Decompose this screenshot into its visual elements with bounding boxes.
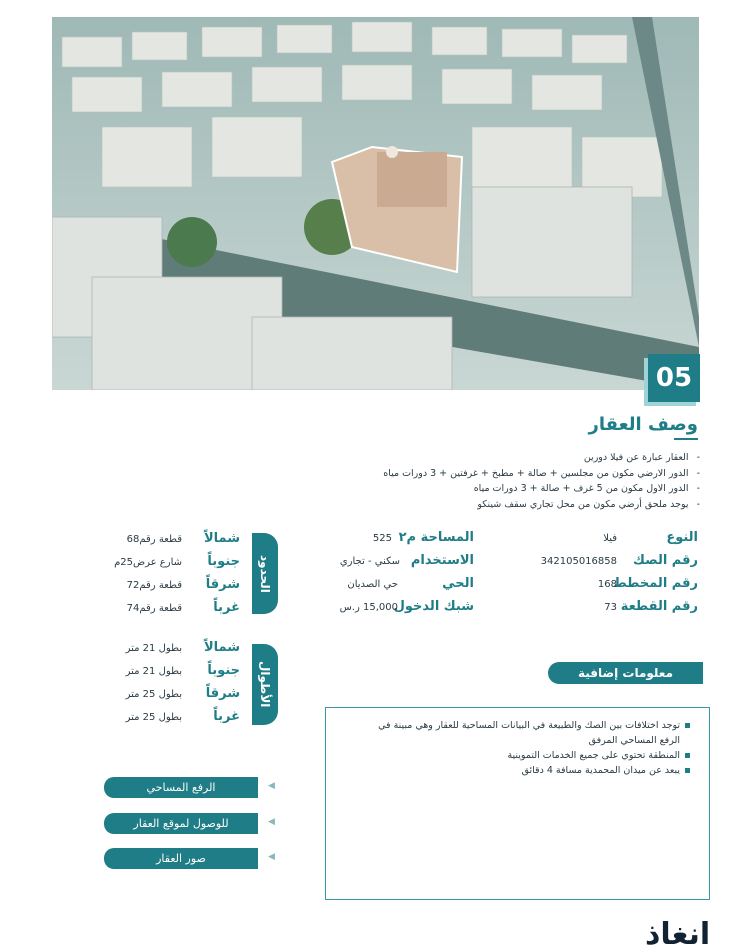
plot-number-value: 73 [604, 602, 617, 613]
type-label: النوع [666, 530, 698, 545]
area-value: 525 [372, 533, 392, 544]
length-east-value: بطول 25 متر [125, 689, 182, 700]
description-line: - العقار عبارة عن فيلا دورين [280, 450, 700, 466]
plot-number-label: رقم القطعة [620, 599, 698, 614]
photos-link-button[interactable]: صور العقار [104, 848, 258, 869]
boundary-north-value: قطعة رقم68 [126, 534, 182, 545]
district-label: الحي [442, 576, 474, 591]
location-link-button[interactable]: للوصول لموقع العقار [104, 813, 258, 834]
additional-info-item: المنطقة تحتوي على جميع الخدمات التموينية [370, 748, 690, 763]
area-label: المساحة م٢ [398, 530, 474, 545]
additional-info-item: توجد اختلافات بين الصك والطبيعة في البيانات المساحية للعقار وهي مبينة في الرفع المساحي المرفق [370, 718, 690, 748]
lengths-tab: الأطوال [252, 644, 278, 725]
length-south-value: بطول 21 متر [125, 666, 182, 677]
title-underline [674, 438, 698, 440]
additional-info-heading: معلومات إضافية [548, 662, 703, 684]
footer-brand-text: انغاذ [645, 917, 711, 952]
section-number-badge: 05 [648, 354, 700, 402]
deed-number-label: رقم الصك [633, 553, 698, 568]
deed-number-value: 342105016858 [540, 556, 617, 567]
description-line: - الدور الاول مكون من 5 غرف + صالة + 3 دورات مياه [280, 481, 700, 497]
boundaries-tab: الحدود [252, 533, 278, 614]
boundary-south-value: شارع عرض25م [114, 557, 182, 568]
boundary-east-value: قطعة رقم72 [126, 580, 182, 591]
boundary-south-label: جنوباً [207, 554, 240, 569]
description-line: - يوجد ملحق أرضي مكون من محل تجاري سقف شينكو [280, 497, 700, 513]
length-south-label: جنوباً [207, 663, 240, 678]
district-value: حي الصديان [347, 579, 398, 590]
section-title: وصف العقار [588, 414, 698, 435]
property-aerial-photo [52, 17, 699, 390]
additional-info-list [370, 718, 690, 778]
survey-link-button[interactable]: الرفع المساحي [104, 777, 258, 798]
boundary-west-value: قطعة رقم74 [126, 603, 182, 614]
length-north-label: شمالاً [203, 640, 240, 655]
entry-fee-value: 15,000 ر.س [339, 602, 398, 613]
boundary-north-label: شمالاً [203, 531, 240, 546]
additional-info-item: يبعد عن ميدان المحمدية مسافة 4 دقائق [370, 763, 690, 778]
type-value: فيلا [603, 533, 617, 544]
arrow-left-icon: ◀ [268, 852, 275, 862]
length-east-label: شرقاً [205, 686, 240, 701]
length-north-value: بطول 21 متر [125, 643, 182, 654]
usage-label: الاستخدام [410, 553, 474, 568]
length-west-value: بطول 25 متر [125, 712, 182, 723]
description-line: - الدور الارضي مكون من مجلسين + صالة + مطبخ + غرفتين + 3 دورات مياه [280, 466, 700, 482]
boundary-west-label: غرباً [213, 600, 240, 615]
arrow-left-icon: ◀ [268, 817, 275, 827]
usage-value: سكني - تجاري [339, 556, 400, 567]
property-description [280, 450, 700, 512]
plan-number-label: رقم المخطط [613, 576, 698, 591]
length-west-label: غرباً [213, 709, 240, 724]
plan-number-value: 168 [597, 579, 617, 590]
boundary-east-label: شرقاً [205, 577, 240, 592]
arrow-left-icon: ◀ [268, 781, 275, 791]
entry-fee-label: شبك الدخول [393, 599, 474, 614]
